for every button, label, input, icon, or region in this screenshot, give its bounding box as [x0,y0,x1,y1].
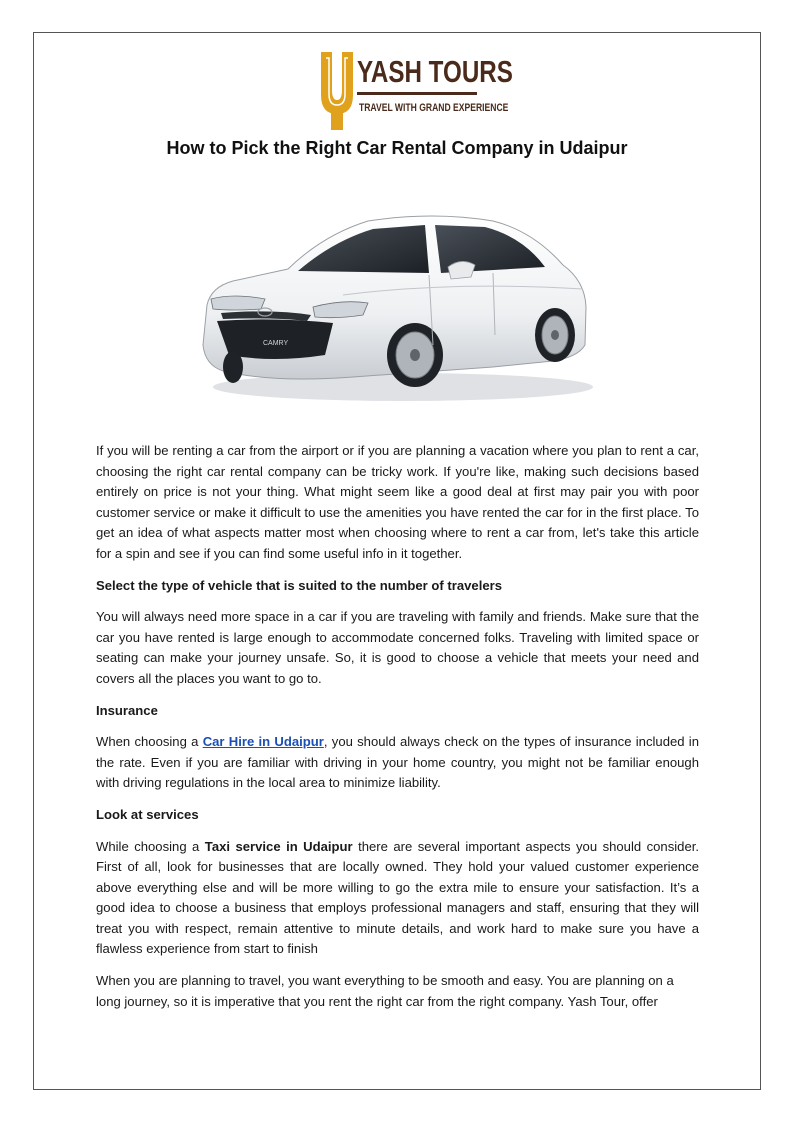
logo-brand-text: YASH TOURS [357,54,513,89]
article-body [96,441,699,1023]
car-hire-udaipur-link[interactable]: Car Hire in Udaipur [202,734,324,750]
section-body-vehicle-type: You will always need more space in a car if you are traveling with family and friends. Make sure that the car you have rented is large enough to accommodate concerned folks. Traveling with limited space or seating can make your journey unsafe. So, it is good to choose a vehicle that meets your need and covers all the places you want to go to. [96,609,699,686]
closing-paragraph: When you are planning to travel, you want everything to be smooth and easy. You are planning on a long journey, so it is imperative that you rent the right car from the right company. Yash Tour, offer [96,973,674,1009]
logo-divider [357,92,477,95]
taxi-service-bold: Taxi service in Udaipur [204,838,353,854]
section-body-insurance [96,732,699,794]
logo-tagline: TRAVEL WITH GRAND EXPERIENCE [359,102,509,114]
section-heading-vehicle-type: Select the type of vehicle that is suited to the number of travelers [96,577,503,593]
logo-emblem-icon [317,50,357,132]
yash-tours-logo [317,50,513,132]
intro-paragraph: If you will be renting a car from the airport or if you are planning a vacation where you plan to rent a car, choosing the right car rental company can be tricky work. If you're like, making such decisions based entirely on price is not your thing. What might seem like a good deal at first may pair you with poor customer service or make it difficult to use the amenities you have rented the car for in the first place. To get an idea of what aspects matter most when choosing where to rent a car from, let's take this article for a spin and see if you can find some useful info in it together. [96,443,699,561]
services-text-after: there are several important aspects you should consider. First of all, look for businesses that are locally owned. They hold your valued customer experience above everything else and will be more willing to go the extra mile to ensure your satisfaction. It’s a good idea to choose a business that employs professional managers and staff, ensuring that they will treat you with respect, remain attentive to minute details, and work hard to make sure you have a flawless experience from start to finish [96,838,700,957]
car-image [193,195,593,410]
insurance-text-before: When choosing a [96,734,203,750]
section-heading-insurance: Insurance [96,702,158,718]
car-model-plate: CAMRY [263,340,289,347]
insurance-text-after: , you should always check on the types of insurance included in the rate. Even if you are familiar with driving in your home country, you might not be familiar enough with driving regulations in the local area to minimize liability. [96,734,699,791]
section-heading-services: Look at services [96,806,199,822]
section-body-services [96,837,699,961]
services-text-before: While choosing a [96,838,205,854]
page-title: How to Pick the Right Car Rental Company in Udaipur [166,138,628,158]
